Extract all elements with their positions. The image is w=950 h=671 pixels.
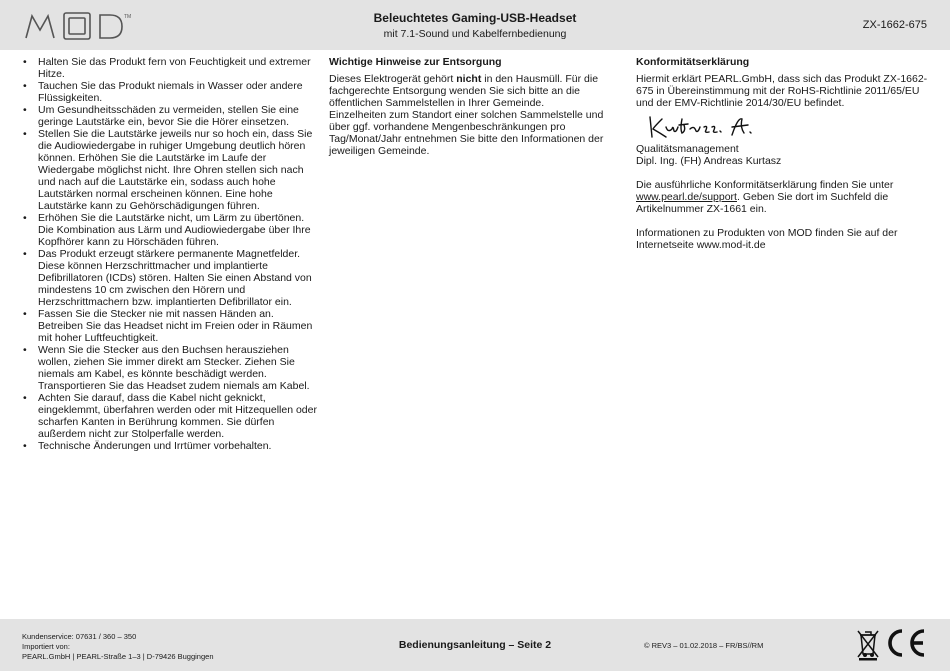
importer-address: PEARL.GmbH | PEARL-Straße 1–3 | D-79426 Buggingen <box>22 652 214 661</box>
support-link[interactable]: www.pearl.de/support <box>636 191 737 203</box>
safety-list <box>22 56 318 452</box>
revision-info: © REV3 – 01.02.2018 – FR/BS//RM <box>644 641 764 650</box>
safety-column <box>22 56 318 452</box>
safety-item: • Wenn Sie die Stecker aus den Buchsen herausziehen wollen, ziehen Sie immer direkt am Stecker. Ziehen Sie niemals am Kabel, es könnte beschädigt werden. Transportieren Sie das Headset zudem niemals am Kabel. <box>22 344 318 392</box>
page-number: Bedienungsanleitung – Seite 2 <box>398 639 552 651</box>
svg-text:TM: TM <box>124 14 132 20</box>
crossed-out-wheelie-bin-icon <box>856 627 880 661</box>
ce-mark-icon <box>884 627 928 659</box>
safety-item: • Halten Sie das Produkt fern von Feuchtigkeit und extremer Hitze. <box>22 56 318 80</box>
signer-name: Dipl. Ing. (FH) Andreas Kurtasz <box>636 155 782 167</box>
disposal-column <box>329 56 621 157</box>
safety-item: • Das Produkt erzeugt stärkere permanente Magnetfelder. Diese können Herzschrittmacher und implantierte Defibrillatoren (ICDs) stören. Halten Sie einen Abstand von mindestens 10 cm zwischen den Hörern und Herzschrittmachern bzw. implantierten Defibrillator ein. <box>22 248 318 308</box>
conformity-column <box>636 56 928 251</box>
document-subtitle: mit 7.1-Sound und Kabelfernbedienung <box>383 28 567 40</box>
signature-image <box>646 113 756 141</box>
importer-label: Importiert von: <box>22 642 70 651</box>
customer-service: Kundenservice: 07631 / 360 – 350 <box>22 632 137 641</box>
safety-item: • Fassen Sie die Stecker nie mit nassen Händen an. Betreiben Sie das Headset nicht im Freien oder in Räumen mit hoher Luftfeuchtigkeit. <box>22 308 318 344</box>
header-titles <box>0 11 950 41</box>
disposal-heading: Wichtige Hinweise zur Entsorgung <box>329 56 502 68</box>
disposal-emphasis: nicht <box>456 73 482 85</box>
details-text: Die ausführliche Konformitätserklärung finden Sie unter <box>636 179 894 191</box>
safety-item: • Stellen Sie die Lautstärke jeweils nur so hoch ein, dass Sie die Audiowiedergabe in ruhiger Umgebung deutlich hören können. Erhöhen Sie die Lautstärke im Laufe der Wiedergabe möglichst nicht. Ihre Ohren stellen sich nach und nach auf die Lautstärke ein, sodass auch hohe Lautstärken normal erscheinen können. Eine hohe Lautstärke kann zu Gehörschädigungen führen. <box>22 128 318 212</box>
disposal-text: in den Hausmüll. Für die fachgerechte Entsorgung wenden Sie sich bitte an die öffentlichen Sammelstellen in Ihrer Gemeinde. <box>329 73 599 109</box>
document-title: Beleuchtetes Gaming-USB-Headset <box>373 11 577 25</box>
disposal-paragraph <box>329 73 621 109</box>
product-info: Informationen zu Produkten von MOD finden Sie auf der Internetseite www.mod-it.de <box>636 227 898 251</box>
safety-item: • Tauchen Sie das Produkt niemals in Wasser oder andere Flüssigkeiten. <box>22 80 318 104</box>
safety-item: • Achten Sie darauf, dass die Kabel nicht geknickt, eingeklemmt, überfahren werden oder mit Hitzequellen oder scharfen Kanten in Berührung kommen. Sie dürfen außerdem nicht zur Stolperfalle werden. <box>22 392 318 440</box>
page-footer <box>0 619 950 671</box>
signer-role: Qualitätsmanagement <box>636 143 739 155</box>
safety-item: • Erhöhen Sie die Lautstärke nicht, um Lärm zu übertönen. Die Kombination aus Lärm und Audiowiedergabe über Ihre Kopfhörer kann zu Hörschäden führen. <box>22 212 318 248</box>
safety-item: • Technische Änderungen und Irrtümer vorbehalten. <box>22 440 318 452</box>
conformity-details <box>636 179 928 215</box>
model-number: ZX-1662-675 <box>862 19 927 31</box>
details-text: . Geben Sie dort im Suchfeld die Artikelnummer ZX-1661 ein. <box>636 191 889 215</box>
conformity-heading: Konformitätserklärung <box>636 56 750 68</box>
conformity-statement: Hiermit erklärt PEARL.GmbH, dass sich das Produkt ZX-1662-675 in Übereinstimmung mit der RoHS-Richtlinie 2011/65/EU und der EMV-Richtlinie 2014/30/EU befindet. <box>636 73 928 109</box>
page-header <box>0 0 950 50</box>
disposal-text: Dieses Elektrogerät gehört <box>329 73 457 85</box>
disposal-details: Einzelheiten zum Standort einer solchen Sammelstelle und über ggf. vorhandene Mengenbeschränkungen pro Tag/Monat/Jahr entnehmen Sie bitte den Informationen der jeweiligen Gemeinde. <box>329 109 604 157</box>
safety-item: • Um Gesundheitsschäden zu vermeiden, stellen Sie eine geringe Lautstärke ein, bevor Sie die Hörer einsetzen. <box>22 104 318 128</box>
